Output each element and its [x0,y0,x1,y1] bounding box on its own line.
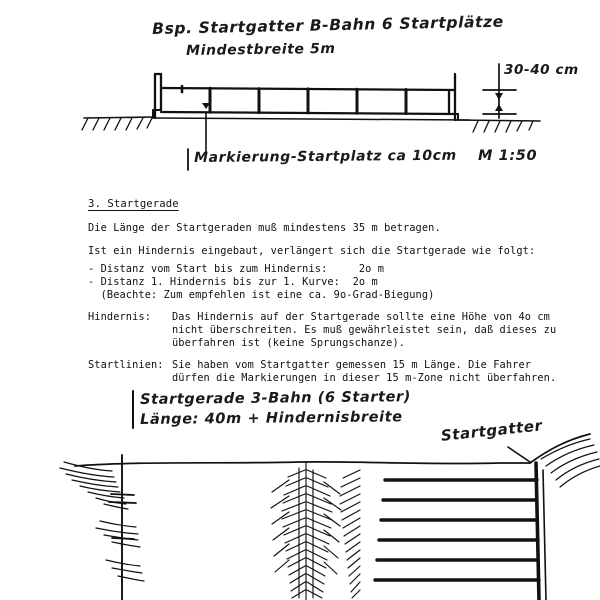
section-paragraph-2: Ist ein Hindernis eingebaut, verlängert sich die Startgerade wie folgt: [88,245,536,257]
definition-term-startlinien: Startlinien: [88,359,164,371]
definition-hindernis-line-1: Das Hindernis auf der Startgerade sollte eine Höhe von 4o cm [172,311,550,323]
bullet-distance-obstacle-curve: - Distanz 1. Hindernis bis zur 1. Kurve: 2o m [88,276,378,288]
startgatter-label: Startgatter [440,416,544,445]
top-sketch-title-line-2: Mindestbreite 5m [186,40,336,59]
definition-startlinien-line-1: Sie haben vom Startgatter gemessen 15 m Länge. Die Fahrer [172,359,532,371]
definition-hindernis-line-2: nicht überschreiten. Es muß gewährleistet sein, daß dieses zu [172,324,557,336]
top-sketch-title-line-1: Bsp. Startgatter B-Bahn 6 Startplätze [152,12,505,38]
bottom-sketch-title-line-2: Länge: 40m + Hindernisbreite [140,409,403,428]
marking-label: Markierung-Startplatz ca 10cm [194,147,457,166]
definition-hindernis-line-3: überfahren ist (keine Sprungschanze). [172,337,406,349]
section-heading: 3. Startgerade [88,198,179,210]
bullet-note-bend: (Beachte: Zum empfehlen ist eine ca. 9o-Grad-Biegung) [88,289,435,301]
definition-startlinien-line-2: dürfen die Markierungen in dieser 15 m-Zone nicht überfahren. [172,372,557,384]
height-dimension-label: 30-40 cm [504,62,579,78]
bottom-sketch-title-line-1: Startgerade 3-Bahn (6 Starter) [140,389,412,408]
definition-term-hindernis: Hindernis: [88,311,151,323]
section-paragraph-1: Die Länge der Startgeraden muß mindestens 35 m betragen. [88,222,441,234]
bullet-distance-start-obstacle: - Distanz vom Start bis zum Hindernis: 2o m [88,263,385,275]
scale-label: M 1:50 [478,148,538,164]
